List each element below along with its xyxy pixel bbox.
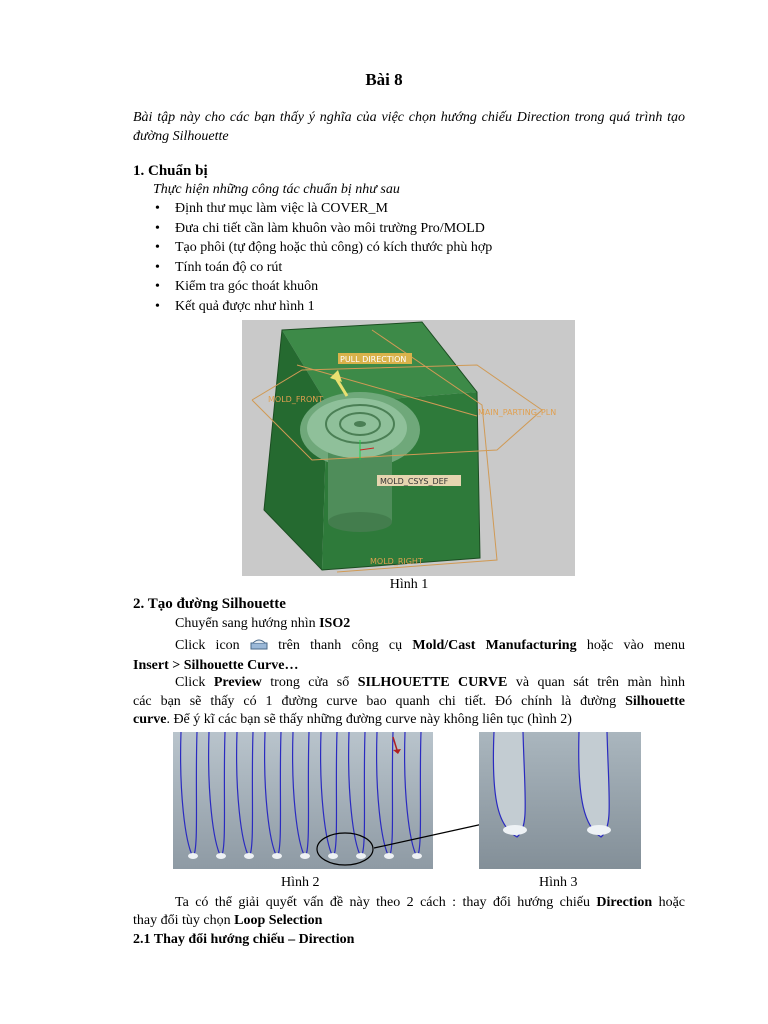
main-parting-label: MAIN_PARTING_PLN [478, 408, 557, 417]
silhouette-tool-icon [250, 637, 268, 651]
silhouette-closeup-illustration [479, 732, 641, 869]
section-2-line-4: Click Preview trong cửa sổ SILHOUETTE CURVE và quan sát trên màn hình [175, 675, 685, 690]
mold-front-label: MOLD_FRONT [268, 395, 324, 404]
list-item: • Kết quả được như hình 1 [153, 297, 492, 317]
figure-1-mold-image [242, 320, 575, 576]
section-2-line-3: Insert > Silhouette Curve… [133, 658, 299, 673]
figure-2-caption: Hình 2 [281, 875, 320, 890]
intro-paragraph: Bài tập này cho các bạn thấy ý nghĩa của việc chọn hướng chiếu Direction trong quá trình tạo đường Silhouette [133, 110, 685, 144]
mold-right-label: MOLD_RIGHT [370, 557, 423, 566]
section-1-subtitle: Thực hiện những công tác chuẩn bị như sau [153, 182, 400, 197]
list-item: • Kiểm tra góc thoát khuôn [153, 277, 492, 297]
section-2-heading: 2. Tạo đường Silhouette [133, 596, 286, 612]
list-item: • Tạo phôi (tự động hoặc thủ công) có kích thước phù hợp [153, 238, 492, 258]
figure-3-image [479, 732, 641, 869]
list-item: • Đưa chi tiết cần làm khuôn vào môi trường Pro/MOLD [153, 219, 492, 239]
figure-1-caption: Hình 1 [389, 577, 429, 592]
mold-csys-label: MOLD_CSYS_DEF [380, 477, 449, 486]
list-item: • Định thư mục làm việc là COVER_M [153, 199, 492, 219]
section-2-line-6: curve. Để ý kĩ các bạn sẽ thấy những đường curve này không liên tục (hình 2) [133, 712, 572, 727]
solution-line-1: Ta có thể giải quyết vấn đề này theo 2 cách : thay đổi hướng chiếu Direction hoặc [175, 895, 685, 910]
list-item: • Tính toán độ co rút [153, 258, 492, 278]
section-2-line-2: Click icon trên thanh công cụ Mold/Cast Manufacturing hoặc vào menu [175, 638, 686, 653]
section-2-line-5: các bạn sẽ thấy có 1 đường curve bao quanh chi tiết. Đó chính là đường Silhouette [133, 694, 685, 709]
figure-3-caption: Hình 3 [539, 875, 578, 890]
pull-direction-label: PULL DIRECTION [340, 355, 407, 364]
page-title: Bài 8 [365, 70, 403, 89]
preparation-list [153, 199, 492, 316]
solution-line-2: thay đổi tùy chọn Loop Selection [133, 913, 323, 928]
section-2-line-1: Chuyển sang hướng nhìn ISO2 [175, 616, 351, 631]
section-1-heading: 1. Chuẩn bị [133, 163, 208, 179]
section-2-1-heading: 2.1 Thay đổi hướng chiếu – Direction [133, 932, 355, 947]
mold-assembly-illustration [242, 320, 575, 576]
